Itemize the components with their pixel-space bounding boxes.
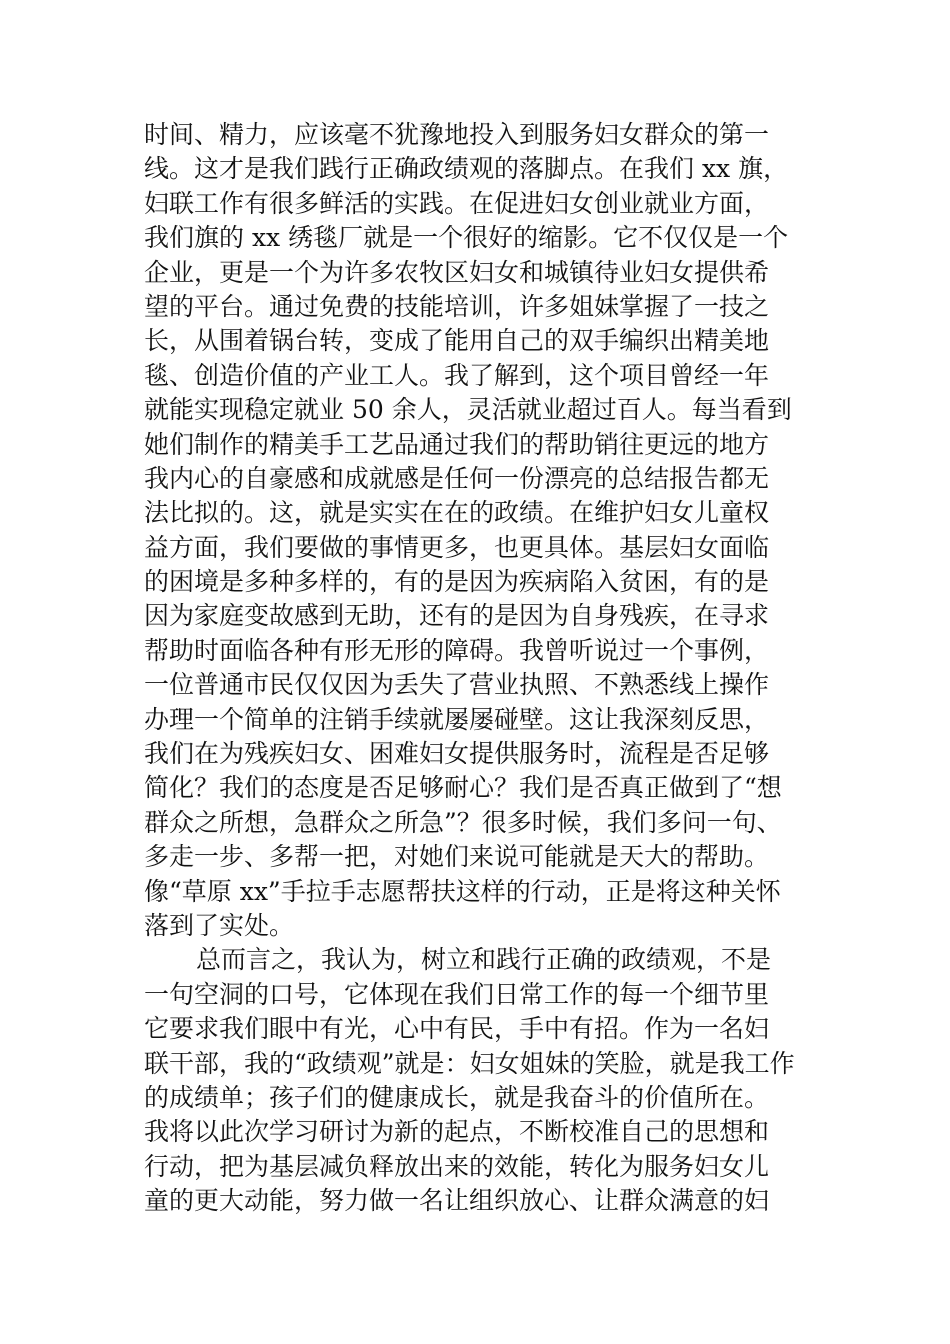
text-line: 的成绩单；孩子们的健康成长，就是我奋斗的价值所在。 xyxy=(144,1082,770,1112)
text-line: 企业，更是一个为许多农牧区妇女和城镇待业妇女提供希 xyxy=(144,257,770,287)
text-line: 益方面，我们要做的事情更多，也更具体。基层妇女面临 xyxy=(144,532,770,562)
text-line: 因为家庭变故感到无助，还有的是因为自身残疾，在寻求 xyxy=(144,601,770,631)
text-line: 妇联工作有很多鲜活的实践。在促进妇女创业就业方面， xyxy=(144,188,770,218)
text-line: 一句空洞的口号，它体现在我们日常工作的每一个细节里 xyxy=(144,979,770,1009)
text-line: 群众之所想，急群众之所急”？很多时候，我们多问一句、 xyxy=(144,807,782,837)
text-line: 简化？我们的态度是否足够耐心？我们是否真正做到了“想 xyxy=(144,773,782,803)
text-line: 法比拟的。这，就是实实在在的政绩。在维护妇女儿童权 xyxy=(144,498,770,528)
text-line: 就能实现稳定就业 50 余人，灵活就业超过百人。每当看到 xyxy=(144,395,792,425)
text-line: 童的更大动能，努力做一名让组织放心、让群众满意的妇 xyxy=(144,1186,770,1216)
paragraph-1 xyxy=(144,118,814,943)
text-line: 落到了实处。 xyxy=(144,910,295,940)
text-line: 的困境是多种多样的，有的是因为疾病陷入贫困，有的是 xyxy=(144,567,770,597)
text-line: 联干部，我的“政绩观”就是：妇女姐妹的笑脸，就是我工作 xyxy=(144,1048,795,1078)
text-line: 毯、创造价值的产业工人。我了解到，这个项目曾经一年 xyxy=(144,360,770,390)
text-line: 时间、精力，应该毫不犹豫地投入到服务妇女群众的第一 xyxy=(144,120,770,149)
text-line: 长，从围着锅台转，变成了能用自己的双手编织出精美地 xyxy=(144,326,770,356)
text-line: 我内心的自豪感和成就感是任何一份漂亮的总结报告都无 xyxy=(144,463,770,493)
text-line: 办理一个简单的注销手续就屡屡碰壁。这让我深刻反思， xyxy=(144,704,770,734)
document-body xyxy=(144,118,814,1219)
text-line: 她们制作的精美手工艺品通过我们的帮助销往更远的地方 xyxy=(144,429,770,459)
text-line: 它要求我们眼中有光，心中有民，手中有招。作为一名妇 xyxy=(144,1014,770,1044)
text-line: 我们旗的 xx 绣毯厂就是一个很好的缩影。它不仅仅是一个 xyxy=(144,223,789,253)
text-line: 一位普通市民仅仅因为丢失了营业执照、不熟悉线上操作 xyxy=(144,670,770,700)
text-line: 行动，把为基层减负释放出来的效能，转化为服务妇女儿 xyxy=(144,1151,770,1181)
text-line: 总而言之，我认为，树立和践行正确的政绩观，不是 xyxy=(196,945,772,975)
text-line: 望的平台。通过免费的技能培训，许多姐妹掌握了一技之 xyxy=(144,291,770,321)
text-line: 多走一步、多帮一把，对她们来说可能就是天大的帮助。 xyxy=(144,842,770,872)
paragraph-2 xyxy=(144,943,814,1218)
text-line: 线。这才是我们践行正确政绩观的落脚点。在我们 xx 旗， xyxy=(144,154,789,184)
text-line: 我们在为残疾妇女、困难妇女提供服务时，流程是否足够 xyxy=(144,739,770,769)
text-line: 帮助时面临各种有形无形的障碍。我曾听说过一个事例， xyxy=(144,635,770,665)
text-line: 像“草原 xx”手拉手志愿帮扶这样的行动，正是将这种关怀 xyxy=(144,876,781,906)
text-line: 我将以此次学习研讨为新的起点，不断校准自己的思想和 xyxy=(144,1117,770,1147)
